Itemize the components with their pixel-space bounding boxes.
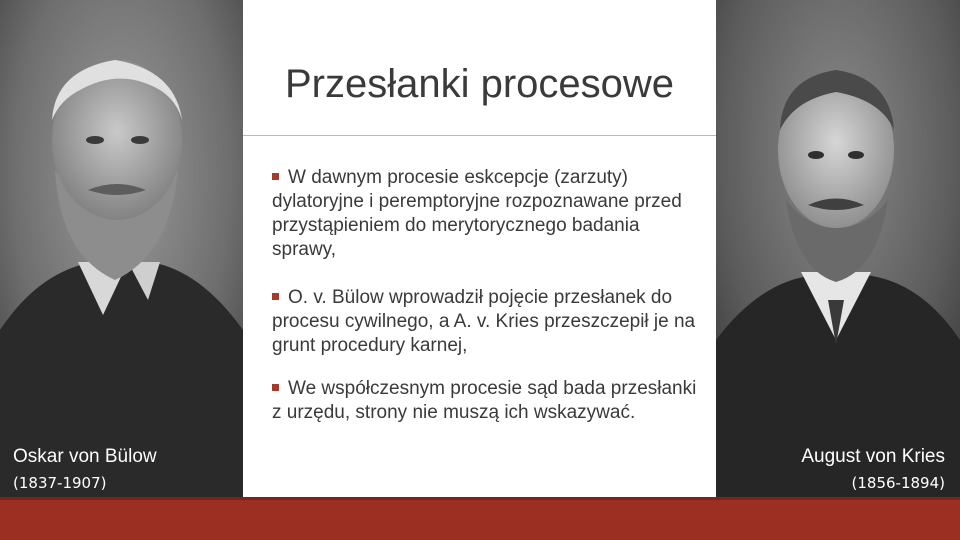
square-bullet-icon [272, 384, 279, 391]
bullet-list [268, 166, 708, 280]
portrait-right-name: August von Kries [801, 446, 945, 467]
bullet-list [268, 377, 708, 443]
portrait-right [716, 0, 960, 497]
bullet-text: W dawnym procesie eskcepcje (zarzuty) dylatoryjne i peremptoryjne rozpoznawane przed przystąpieniem do merytorycznego badania sprawy, [272, 167, 682, 260]
bullet-item [268, 377, 708, 425]
portrait-left [0, 0, 243, 497]
portrait-left-years: (1837-1907) [13, 474, 107, 492]
portrait-photo-bulow [0, 0, 243, 497]
footer-accent-bar [0, 497, 960, 540]
slide-title: Przesłanki procesowe [284, 62, 675, 106]
footer-accent-line [0, 497, 960, 500]
bullet-item [268, 286, 708, 358]
bullet-text: We współczesnym procesie sąd bada przesłanki z urzędu, strony nie muszą ich wskazywać. [272, 378, 697, 423]
title-divider [243, 135, 716, 136]
bullet-item [268, 166, 708, 262]
bullet-text: O. v. Bülow wprowadził pojęcie przesłanek do procesu cywilnego, a A. v. Kries przeszczepił je na grunt procedury karnej, [272, 287, 696, 356]
portrait-right-years: (1856-1894) [851, 474, 945, 492]
portrait-left-name: Oskar von Bülow [13, 446, 157, 467]
portrait-photo-kries [716, 0, 960, 497]
bullet-list [268, 286, 708, 376]
square-bullet-icon [272, 173, 279, 180]
square-bullet-icon [272, 293, 279, 300]
